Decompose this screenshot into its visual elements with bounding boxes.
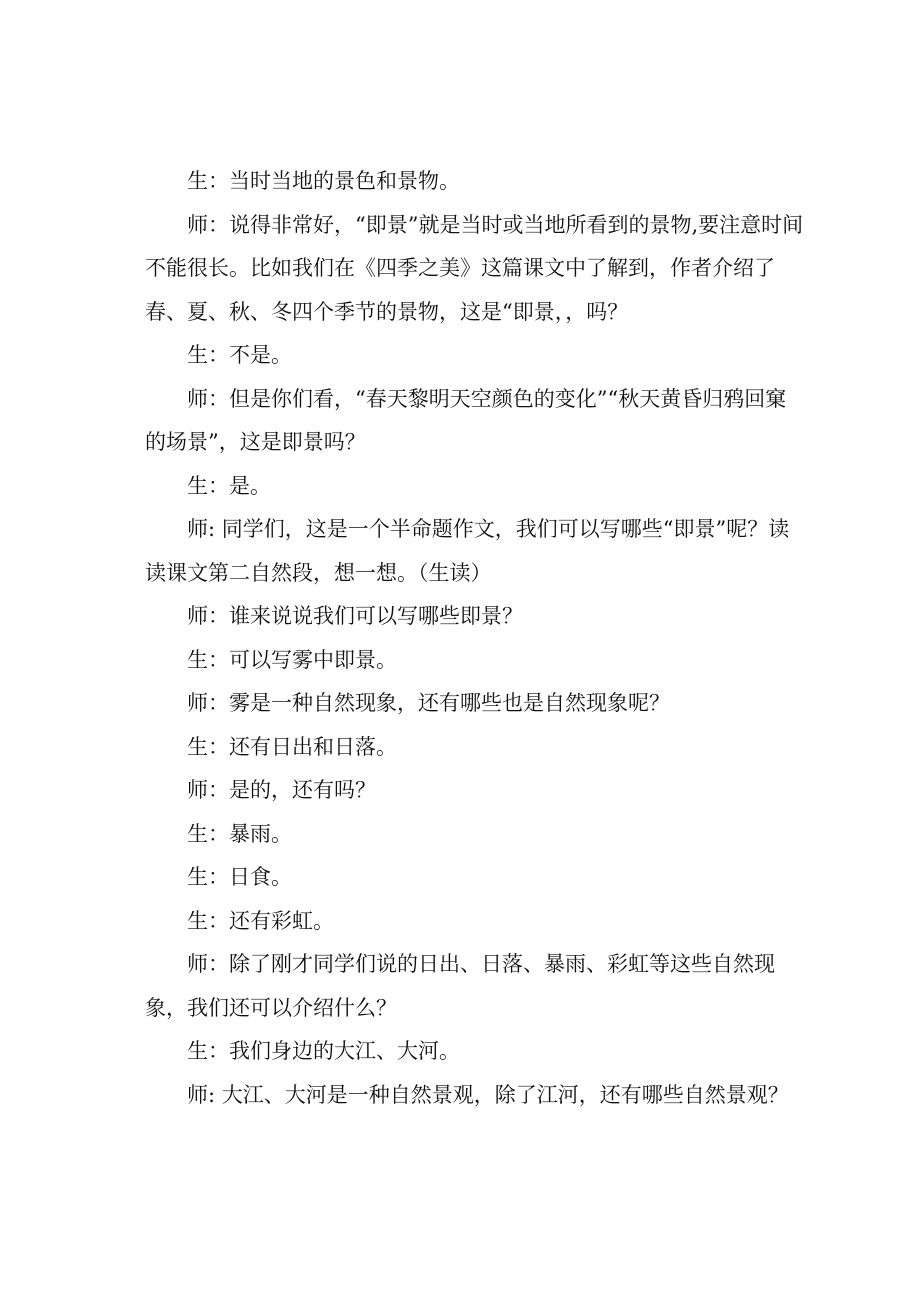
dialogue-line: 师：说得非常好，“即景”就是当时或当地所看到的景物,要注意时间不能很长。比如我们在《四季之美》这篇课文中了解到，作者介绍了春、夏、秋、冬四个季节的景物，这是“即景，，吗？: [145, 212, 804, 324]
dialogue-line: 生：当时当地的景色和景物。: [187, 169, 460, 193]
dialogue-line: 生：还有日出和日落。: [187, 734, 397, 759]
dialogue-line: 师：谁来说说我们可以写哪些即景？: [187, 604, 523, 628]
dialogue-line: 生：日食。: [187, 865, 292, 889]
dialogue-line: 师：雾是一种自然现象，还有哪些也是自然现象呢？: [187, 691, 670, 715]
dialogue-line: 师：是的，还有吗？: [187, 778, 376, 802]
dialogue-text-block: [145, 160, 805, 1117]
dialogue-line: 生：可以写雾中即景。: [187, 647, 397, 672]
dialogue-line: 师: 大江、大河是一种自然景观，除了江河，还有哪些自然景观？: [187, 1082, 789, 1107]
dialogue-line: 生：是。: [187, 473, 271, 498]
dialogue-line: 师：除了刚才同学们说的日出、日落、暴雨、彩虹等这些自然现象，我们还可以介绍什么？: [145, 952, 775, 1020]
dialogue-line: 生：暴雨。: [187, 821, 292, 846]
dialogue-line: 生：我们身边的大江、大河。: [187, 1039, 460, 1063]
dialogue-line: 生：不是。: [187, 343, 292, 367]
dialogue-line: 师：但是你们看，“春天黎明天空颜色的变化”“秋天黄昏归鸦回窠的场景”，这是即景吗？: [145, 386, 787, 454]
dialogue-line: 师: 同学们，这是一个半命题作文，我们可以写哪些“即景”呢？读读课文第二自然段，想一想。（生读）: [145, 517, 790, 585]
dialogue-line: 生：还有彩虹。: [187, 908, 334, 933]
